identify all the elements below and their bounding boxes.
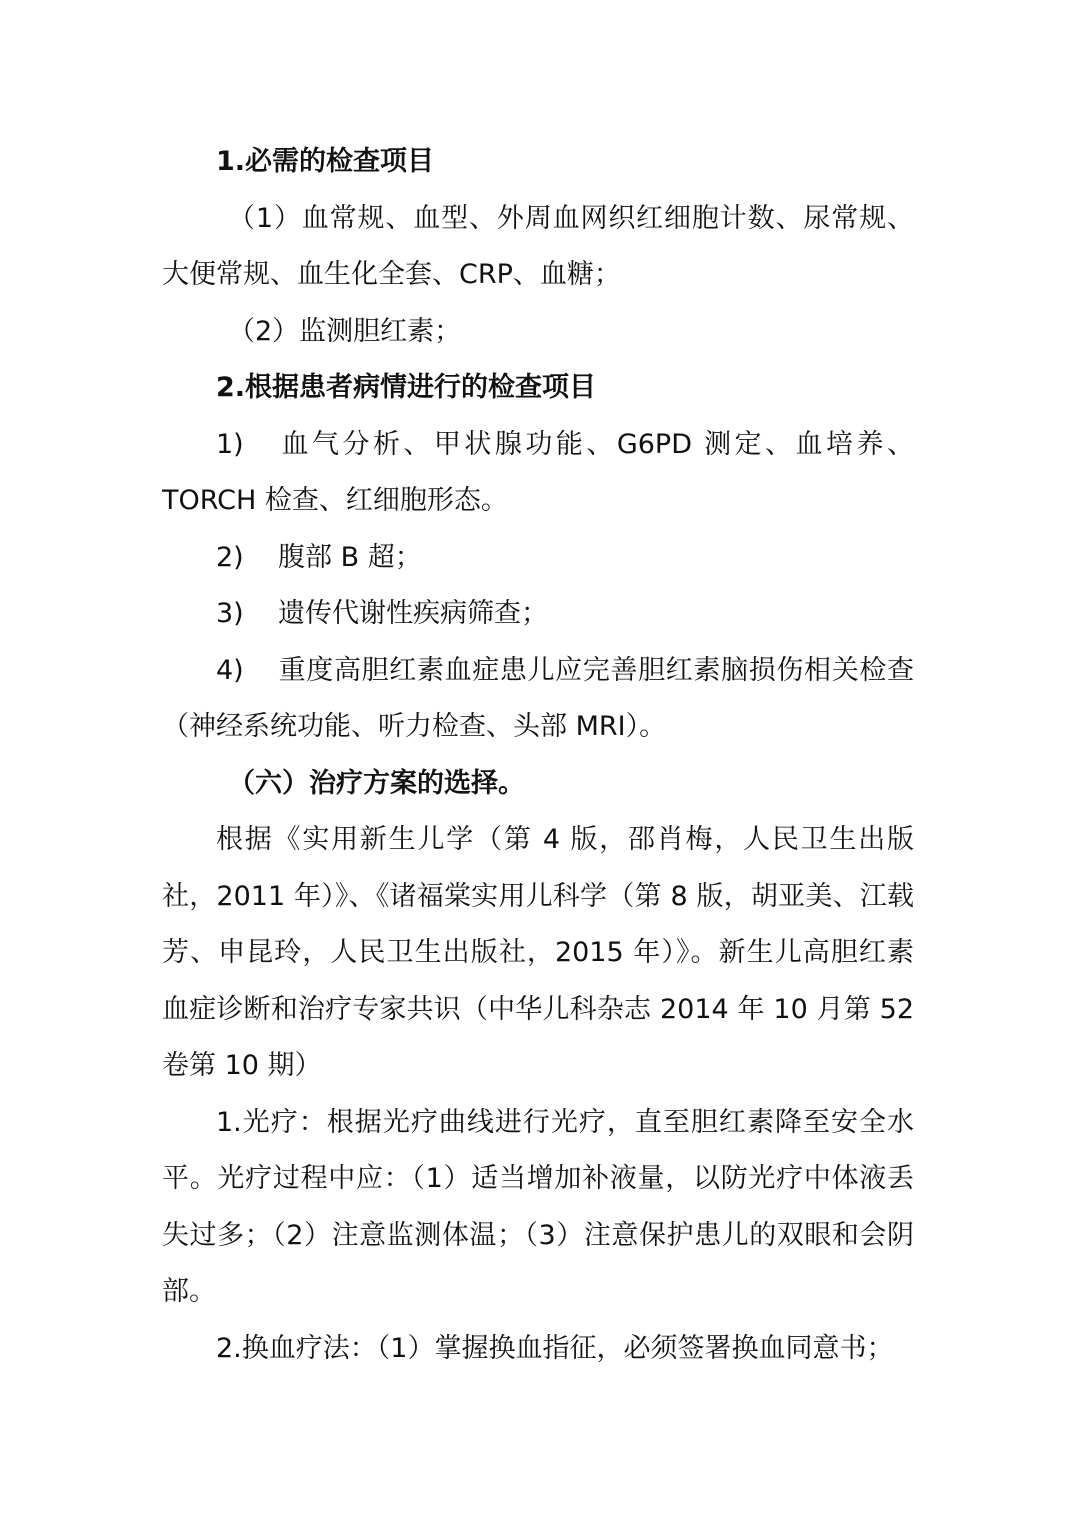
conditional-item-2: [162, 530, 914, 587]
conditional-item-3: [162, 586, 914, 643]
list-text: 腹部 B 超；: [278, 541, 422, 573]
heading-treatment-plan: （六）治疗方案的选择。: [228, 767, 525, 799]
phototherapy-paragraph: 1.光疗：根据光疗曲线进行光疗，直至胆红素降至安全水平。光疗过程中应：（1）适当增加补液量，以防光疗中体液丢失过多；（2）注意监测体温；（3）注意保护患儿的双眼和会阴部。: [162, 1106, 914, 1307]
conditional-item-4: [162, 643, 914, 756]
list-text: 重度高胆红素血症患儿应完善胆红素脑损伤相关检查（神经系统功能、听力检查、头部 MRI）。: [162, 654, 914, 742]
required-item-2: （2）监测胆红素；: [228, 315, 462, 347]
conditional-item-1: [162, 417, 914, 530]
list-text: 血气分析、甲状腺功能、G6PD 测定、血培养、TORCH 检查、红细胞形态。: [162, 428, 914, 516]
heading-conditional-tests: 2.根据患者病情进行的检查项目: [216, 372, 597, 403]
required-item-1: （1）血常规、血型、外周血网织红细胞计数、尿常规、大便常规、血生化全套、CRP、血糖；: [162, 202, 914, 290]
document-page: [162, 134, 914, 1377]
list-number: 4): [216, 654, 244, 686]
heading-required-tests: 1.必需的检查项目: [216, 146, 435, 177]
exchange-transfusion-paragraph: 2.换血疗法：（1）掌握换血指征，必须签署换血同意书；: [216, 1332, 894, 1364]
list-number: 1): [216, 428, 244, 460]
list-text: 遗传代谢性疾病筛查；: [278, 598, 548, 629]
list-number: 2): [216, 541, 244, 573]
references-paragraph: 根据《实用新生儿学（第 4 版，邵肖梅，人民卫生出版社，2011 年）》、《诸福棠实用儿科学（第 8 版，胡亚美、江载芳、申昆玲，人民卫生出版社，2015 年）》。新生儿高胆红素血症诊断和治疗专家共识（中华儿科杂志 2014 年 10 月第 52 卷第 10 期）: [162, 824, 914, 1081]
list-number: 3): [216, 598, 244, 629]
